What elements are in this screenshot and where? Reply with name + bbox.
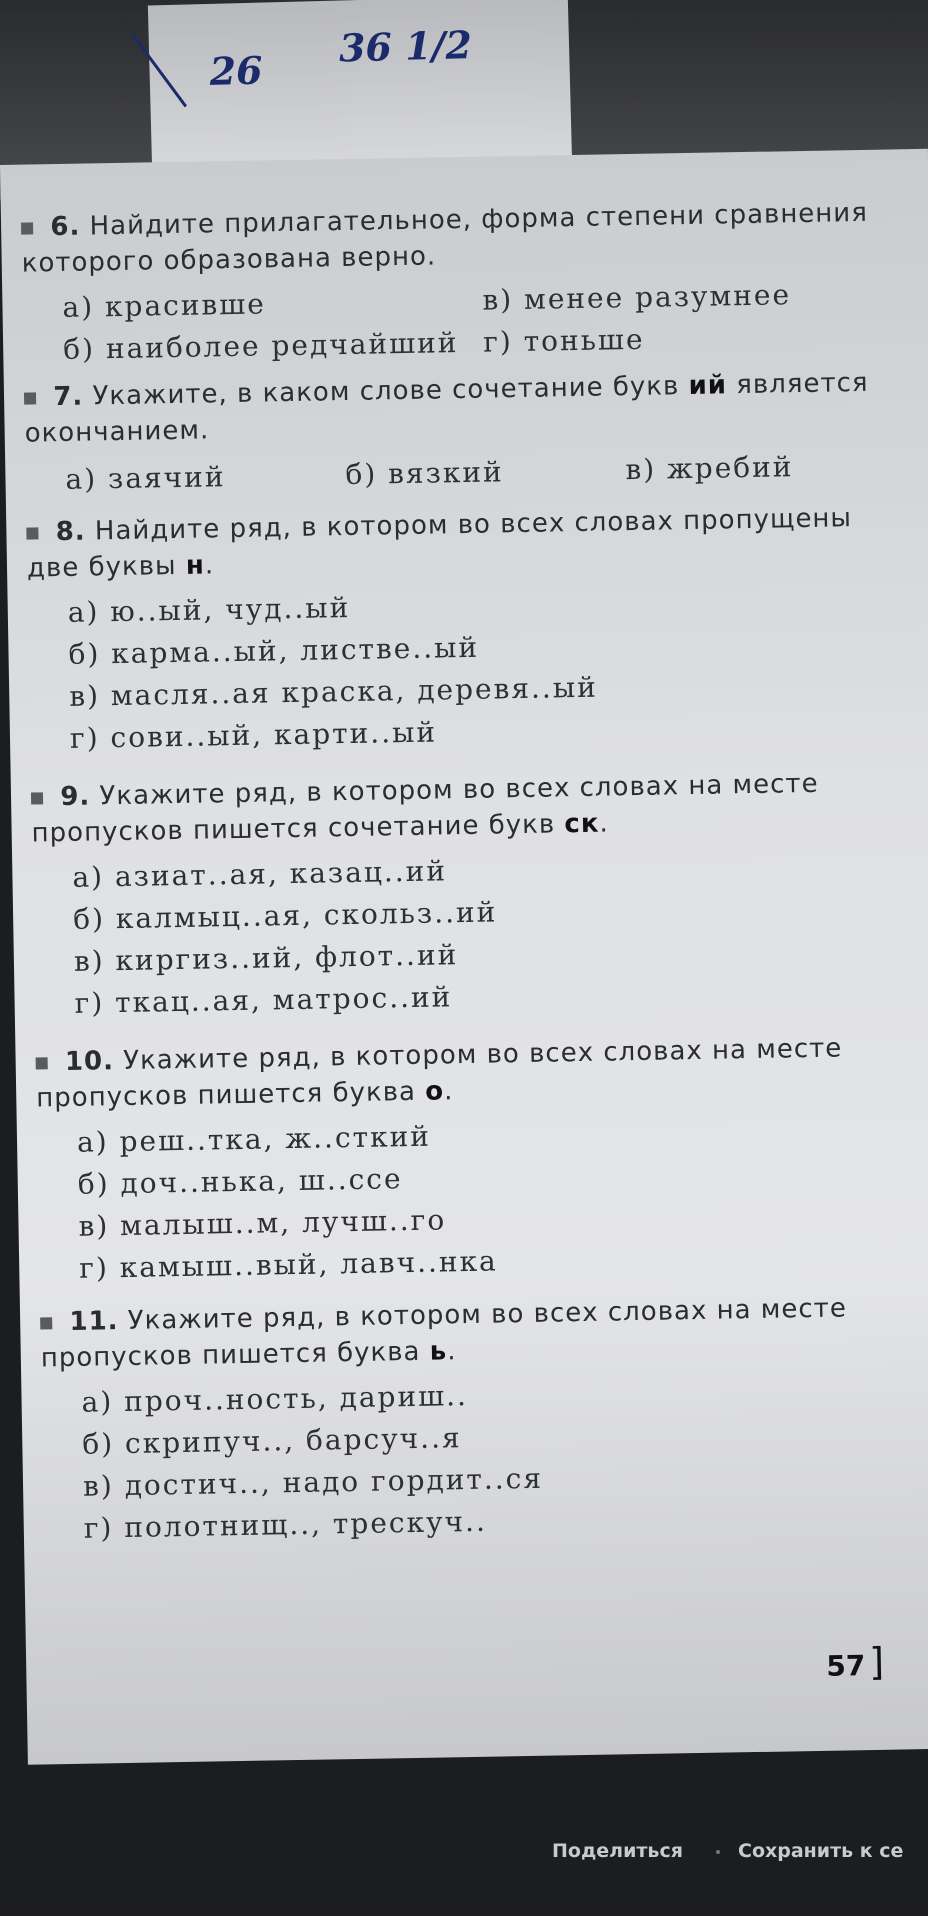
option-b: б) карма..ый, листве..ый <box>68 630 480 671</box>
textbook-page <box>0 149 928 1765</box>
bullet-icon <box>31 792 43 804</box>
bullet-icon <box>21 222 33 234</box>
highlight-letters: ь <box>429 1336 448 1367</box>
option-g: г) сови..ый, карти..ый <box>69 715 438 755</box>
option-b: б) доч..нька, ш..ссе <box>77 1162 403 1201</box>
options-list <box>32 842 915 1025</box>
option-a: а) проч..ность, дариш.. <box>81 1379 469 1419</box>
options-list <box>27 577 910 760</box>
option-a: а) красивше <box>62 287 267 324</box>
page-bracket: ] <box>868 1639 885 1685</box>
question-text: Найдите ряд, в котором во всех словах пропущены две буквы <box>26 503 853 584</box>
handwritten-note-2: 36 1/2 <box>338 22 473 71</box>
question-text-end: является окончанием. <box>24 367 869 449</box>
option-b: б) наиболее редчайший <box>62 326 459 366</box>
page-number-text: 57 <box>826 1649 866 1683</box>
question-text-end: . <box>599 808 610 839</box>
page-number <box>826 1640 885 1685</box>
question-text-end: . <box>446 1336 457 1367</box>
option-a: а) азиат..ая, казац..ий <box>72 854 448 894</box>
option-g: г) ткац..ая, матрос..ий <box>74 980 453 1020</box>
option-v: в) малыш..м, лучш..го <box>78 1203 447 1243</box>
option-b: б) скрипуч.., барсуч..я <box>82 1421 462 1461</box>
option-b: б) вязкий <box>345 455 504 492</box>
option-g: г) тоньше <box>482 322 645 359</box>
option-v: в) масля..ая краска, деревя..ый <box>68 670 599 713</box>
option-g: г) камыш..вый, лавч..нка <box>78 1244 499 1285</box>
question-9 <box>31 764 915 1025</box>
question-8 <box>26 499 910 760</box>
bottom-action-bar <box>0 1780 928 1916</box>
save-button[interactable]: Сохранить к се <box>738 1840 904 1862</box>
question-text-end: . <box>443 1076 454 1107</box>
question-text: Укажите ряд, в котором во всех словах на месте пропусков пишется буква <box>36 1033 843 1114</box>
option-a: а) реш..тка, ж..сткий <box>76 1119 432 1159</box>
bullet-icon <box>36 1057 48 1069</box>
bullet-icon <box>40 1317 52 1329</box>
options-list <box>22 272 903 371</box>
question-10 <box>35 1029 919 1290</box>
options-list <box>41 1367 924 1550</box>
highlight-letters: ск <box>564 808 600 840</box>
question-text: Укажите, в каком слове сочетание букв <box>92 371 689 412</box>
bullet-icon <box>26 527 38 539</box>
question-number: 11. <box>69 1306 119 1337</box>
option-a: а) заячий <box>65 460 226 496</box>
option-v: в) жребий <box>625 450 794 487</box>
option-a: а) ю..ый, чуд..ый <box>67 590 351 629</box>
question-number: 8. <box>55 516 86 548</box>
question-7 <box>24 364 906 501</box>
option-v: в) менее разумнее <box>482 278 792 317</box>
option-v: в) достич.., надо гордит..ся <box>82 1461 544 1503</box>
question-text: Найдите прилагательное, форма степени сравнения которого образована верно. <box>21 197 869 279</box>
option-b: б) калмыц..ая, скольз..ий <box>72 895 498 936</box>
question-number: 9. <box>60 781 91 813</box>
handwritten-note-1: 26 <box>209 47 264 94</box>
question-number: 10. <box>64 1046 115 1078</box>
question-text: Укажите ряд, в котором во всех словах на месте пропусков пишется буква <box>40 1293 848 1374</box>
highlight-letters: н <box>185 550 206 581</box>
bullet-icon <box>24 392 36 404</box>
options-list <box>37 1107 920 1290</box>
question-6 <box>21 194 904 371</box>
share-button[interactable]: Поделиться <box>552 1840 683 1862</box>
separator-dot <box>716 1850 720 1854</box>
highlight-letters: о <box>424 1076 445 1107</box>
options-list <box>25 444 906 501</box>
handwritten-note <box>148 0 572 175</box>
question-number: 7. <box>53 381 84 413</box>
question-number: 6. <box>50 211 81 243</box>
highlight-letters: ий <box>688 370 728 402</box>
question-11 <box>40 1289 924 1550</box>
question-text: Укажите ряд, в котором во всех словах на месте пропусков пишется сочетание букв <box>31 768 819 849</box>
option-v: в) киргиз..ий, флот..ий <box>73 938 459 978</box>
option-g: г) полотнищ.., трескуч.. <box>83 1504 488 1545</box>
question-text-end: . <box>204 550 215 581</box>
